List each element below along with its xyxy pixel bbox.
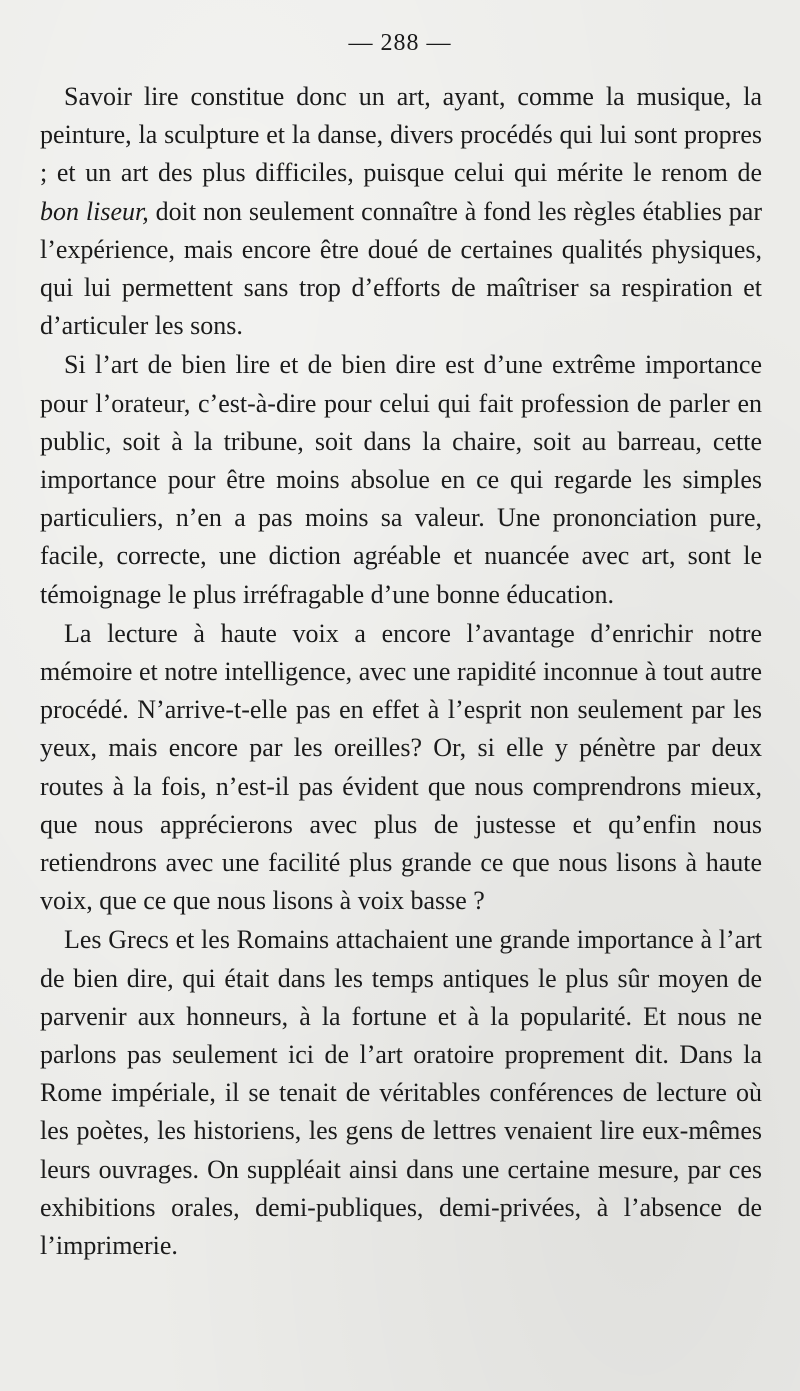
paragraph-1-emphasis: bon liseur, — [40, 196, 149, 226]
paragraph-3: La lecture à haute voix a encore l’avantage d’enrichir notre mémoire et notre intelligence, avec une rapidité inconnue à tout autre procédé. N’arrive-t-elle pas en effet à l’esprit non seulement par les yeux, mais encore par les oreilles? Or, si elle y pénètre par deux routes à la fois, n’est-il pas évident que nous comprendrons mieux, que nous apprécierons avec plus de justesse et qu’enfin nous retiendrons avec une facilité plus grande ce que nous lisons à haute voix, que ce que nous lisons à voix basse ? — [40, 618, 762, 916]
body-text — [40, 78, 762, 1265]
paragraph-1-text-before: Savoir lire constitue donc un art, ayant, comme la musique, la peinture, la sculpture et la danse, divers procédés qui lui sont propres ; et un art des plus difficiles, puisque celui qui mérite le renom de — [40, 82, 762, 188]
page-number: — 288 — — [348, 30, 452, 56]
paragraph-4: Les Grecs et les Romains attachaient une grande importance à l’art de bien dire, qui était dans les temps antiques le plus sûr moyen de parvenir aux honneurs, à la fortune et à la popularité. Et nous ne parlons pas seulement ici de l’art oratoire proprement dit. Dans la Rome impériale, il se tenait de véritables conférences de lecture où les poètes, les historiens, les gens de lettres venaient lire eux-mêmes leurs ouvrages. On suppléait ainsi dans une certaine mesure, par ces exhibitions orales, demi-publiques, demi-privées, à l’absence de l’imprimerie. — [40, 925, 762, 1261]
paragraph-1 — [40, 78, 762, 345]
paragraph-1-text-after: doit non seulement connaître à fond les règles établies par l’expérience, mais encore être doué de certaines qualités physiques, qui lui permettent sans trop d’efforts de maîtriser sa respiration et d’articuler les sons. — [40, 196, 762, 341]
paragraph-2: Si l’art de bien lire et de bien dire est d’une extrême importance pour l’orateur, c’est-à-dire pour celui qui fait profession de parler en public, soit à la tribune, soit dans la chaire, soit au barreau, cette importance pour être moins absolue en ce qui regarde les simples particuliers, n’en a pas moins sa valeur. Une prononciation pure, facile, correcte, une diction agréable et nuancée avec art, sont le témoignage le plus irréfragable d’une bonne éducation. — [40, 350, 762, 609]
